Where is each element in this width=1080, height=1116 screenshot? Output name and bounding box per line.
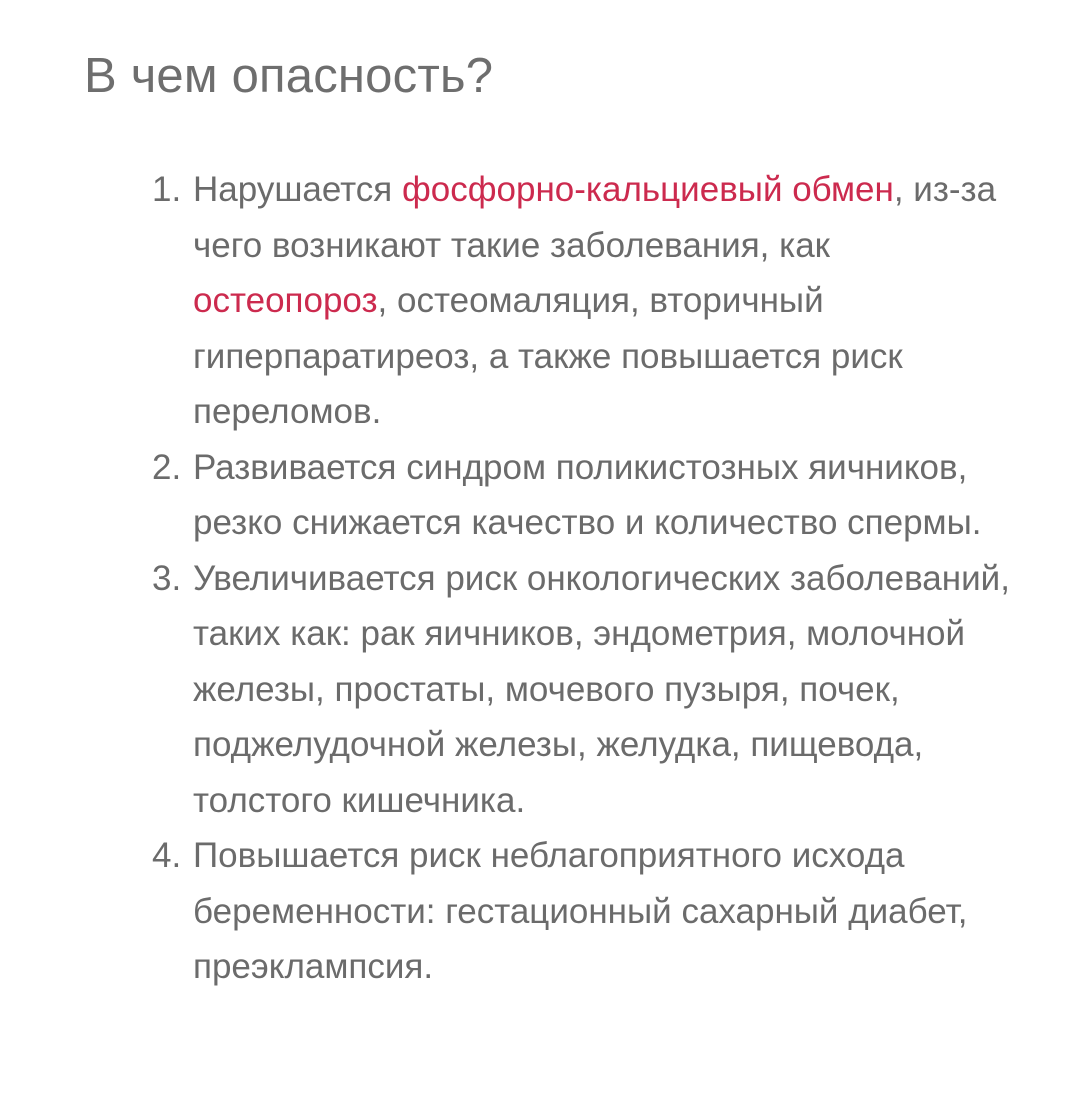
list-item xyxy=(150,162,1010,440)
list-item-text: Повышается риск неблагоприятного исхода беременности: гестационный сахарный диабет, преэклампсия. xyxy=(193,836,968,986)
list-item-text: , остеомаляция, вторичный гиперпаратиреоз, а также повышается риск переломов. xyxy=(193,281,903,431)
list-item xyxy=(150,828,1010,995)
section-heading: В чем опасность? xyxy=(84,49,494,103)
list-item xyxy=(150,440,1010,551)
list-item-number: 4. xyxy=(152,836,182,875)
list-item-number: 3. xyxy=(152,558,182,598)
list-item-text: , из-за чего возникают такие заболевания, как xyxy=(193,170,997,265)
list-item-number: 2. xyxy=(152,447,182,487)
list-item xyxy=(150,551,1010,829)
list-item-number: 1. xyxy=(152,170,182,209)
list-item-text: Развивается синдром поликистозных яичников, резко снижается качество и количество спермы. xyxy=(193,447,982,542)
list-item-text: Увеличивается риск онкологических заболеваний, таких как: рак яичников, эндометрия, молочной железы, простаты, мочевого пузыря, почек, поджелудочной железы, желудка, пищевода, толстого кишечника. xyxy=(193,558,1010,820)
risk-list xyxy=(150,162,1010,995)
phosphorus-calcium-metabolism-link[interactable]: фосфорно-кальциевый обмен xyxy=(401,170,894,209)
osteoporosis-link[interactable]: остеопороз xyxy=(193,281,378,320)
list-item-text: Нарушается xyxy=(193,170,402,209)
